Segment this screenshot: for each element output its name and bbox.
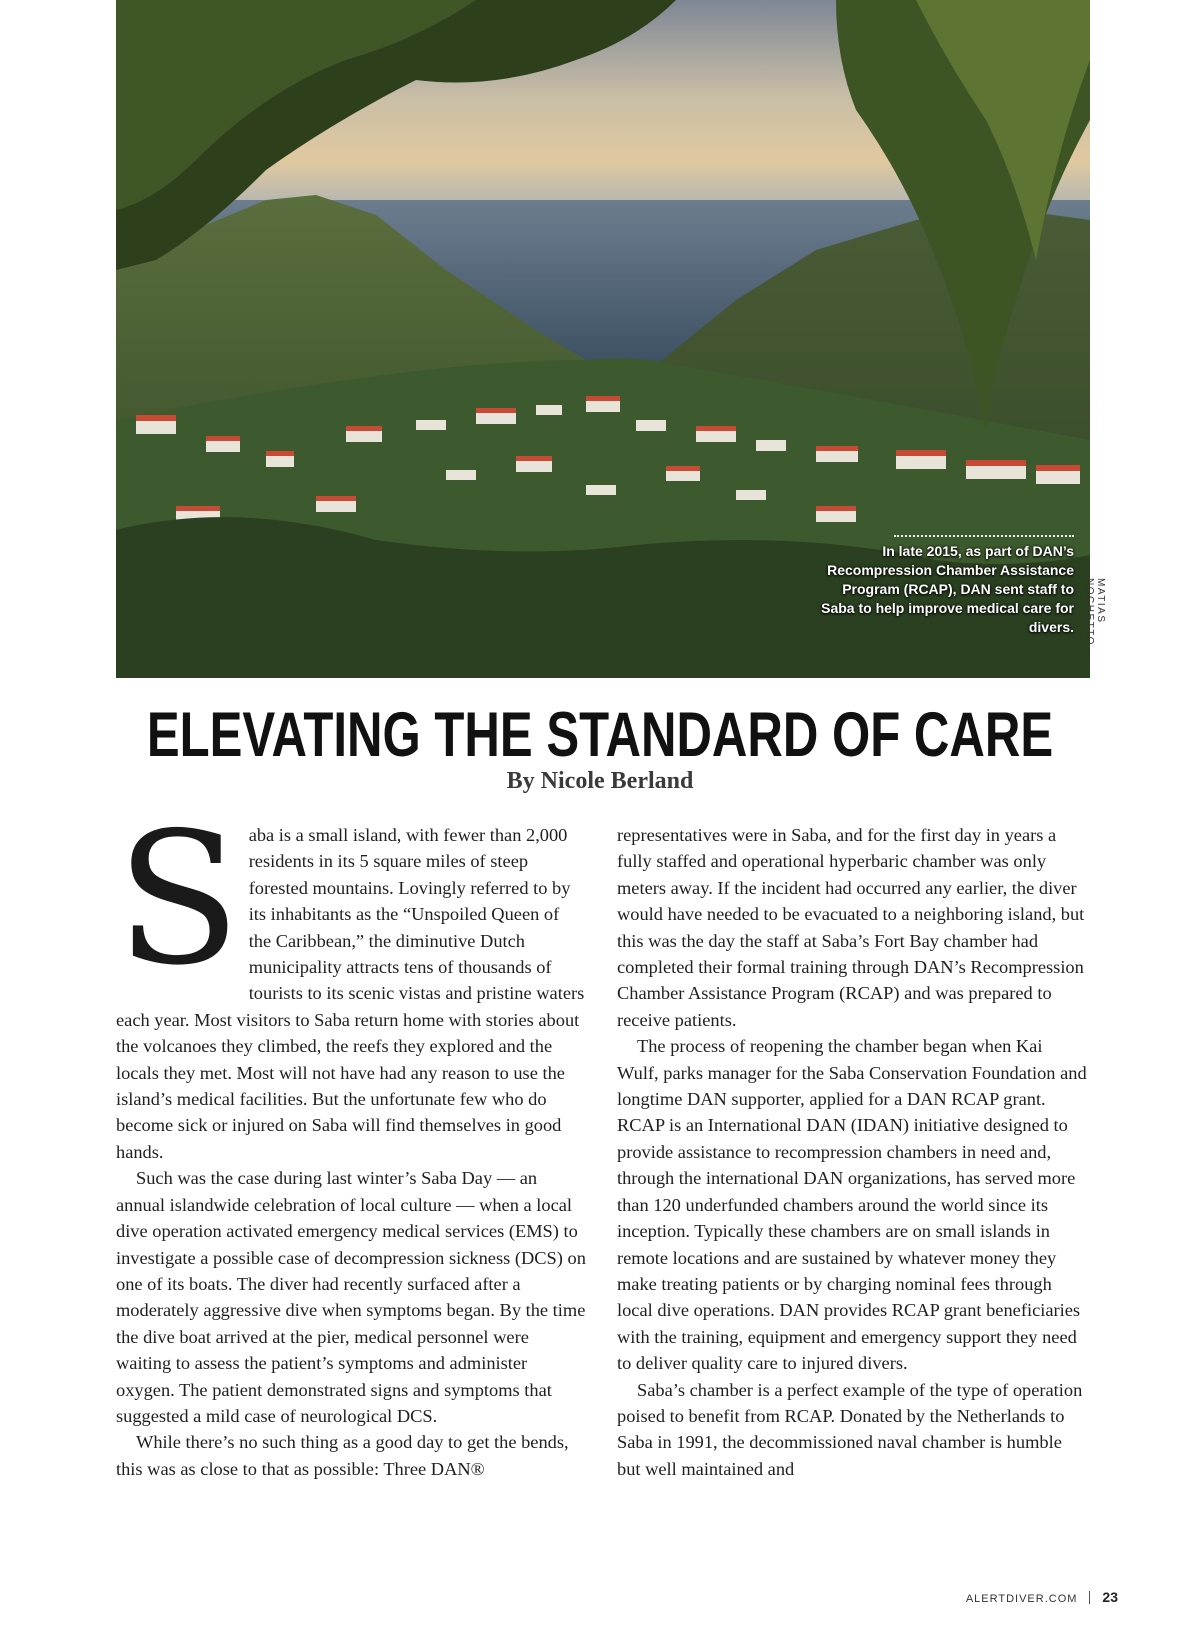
paragraph-3: While there’s no such thing as a good day to get the bends, this was as close to that as possible: Three DAN® [116, 1432, 569, 1479]
footer-separator [1089, 1591, 1090, 1604]
article-byline: By Nicole Berland [506, 768, 694, 794]
paragraph-1 [116, 793, 586, 1165]
paragraph-4: representatives were in Saba, and for the first day in years a fully staffed and operational hyperbaric chamber was only meters away. If the incident had occurred any earlier, the diver would have needed to be evacuated to a neighboring island, but this was the day the staff at Saba’s Fort Bay chamber had completed their formal training through DAN’s Recompression Chamber Assistance Program (RCAP) and was prepared to receive patients. [617, 825, 1085, 1030]
paragraph-1-text: aba is a small island, with fewer than 2,000 residents in its 5 square miles of steep forested mountains. Lovingly referred to by its inhabitants as the “Unspoiled Queen of the Caribbean,” the diminutive Dutch municipality attracts tens of thousands of tourists to its scenic vistas and pristine waters each year. Most visitors to Saba return home with stories about the volcanoes they climbed, the reefs they explored and the locals they met. Most will not have had any reason to use the island’s medical facilities. But the unfortunate few who do become sick or injured on Saba will find themselves in good hands. [116, 825, 585, 1162]
paragraph-2: Such was the case during last winter’s Saba Day — an annual islandwide celebration of local culture — when a local dive operation activated emergency medical services (EMS) to investigate a possible case of decompression sickness (DCS) on one of its boats. The diver had recently surfaced after a moderately aggressive dive when symptoms began. By the time the dive boat arrived at the pier, medical personnel were waiting to assess the patient’s symptoms and administer oxygen. The patient demonstrated signs and symptoms that suggested a mild case of neurological DCS. [116, 1168, 586, 1426]
paragraph-5: The process of reopening the chamber began when Kai Wulf, parks manager for the Saba Conservation Foundation and longtime DAN supporter, applied for a DAN RCAP grant. RCAP is an International DAN (IDAN) initiative designed to provide assistance to recompression chambers in need and, through the international DAN organizations, has served more than 120 underfunded chambers around the world since its inception. Typically these chambers are on small islands in remote locations and are sustained by whatever money they make treating patients or by charging nominal fees through local dive operations. DAN provides RCAP grant beneficiaries with the training, equipment and emergency support they need to deliver quality care to injured divers. [617, 1036, 1087, 1374]
paragraph-6: Saba’s chamber is a perfect example of the type of operation poised to benefit from RCAP. Donated by the Netherlands to Saba in 1991, the decommissioned naval chamber is humble but well maintained and [617, 1379, 1083, 1479]
photo-credit: MATIAS NOCHETTO [1084, 578, 1106, 646]
caption-dotted-rule [894, 535, 1074, 537]
drop-cap: S [116, 793, 241, 1005]
article-column-right [617, 822, 1087, 1482]
footer-site: ALERTDIVER.COM [965, 1593, 1078, 1605]
article-column-left [116, 793, 586, 1482]
photo-caption: In late 2015, as part of DAN’s Recompression Chamber Assistance Program (RCAP), DAN sent staff to Saba to help improve medical care for divers. [821, 543, 1074, 635]
page-footer [966, 1589, 1118, 1605]
page-number: 23 [1102, 1589, 1118, 1605]
article-headline: ELEVATING THE STANDARD OF CARE [146, 700, 1054, 770]
hero-photo [116, 0, 1090, 678]
